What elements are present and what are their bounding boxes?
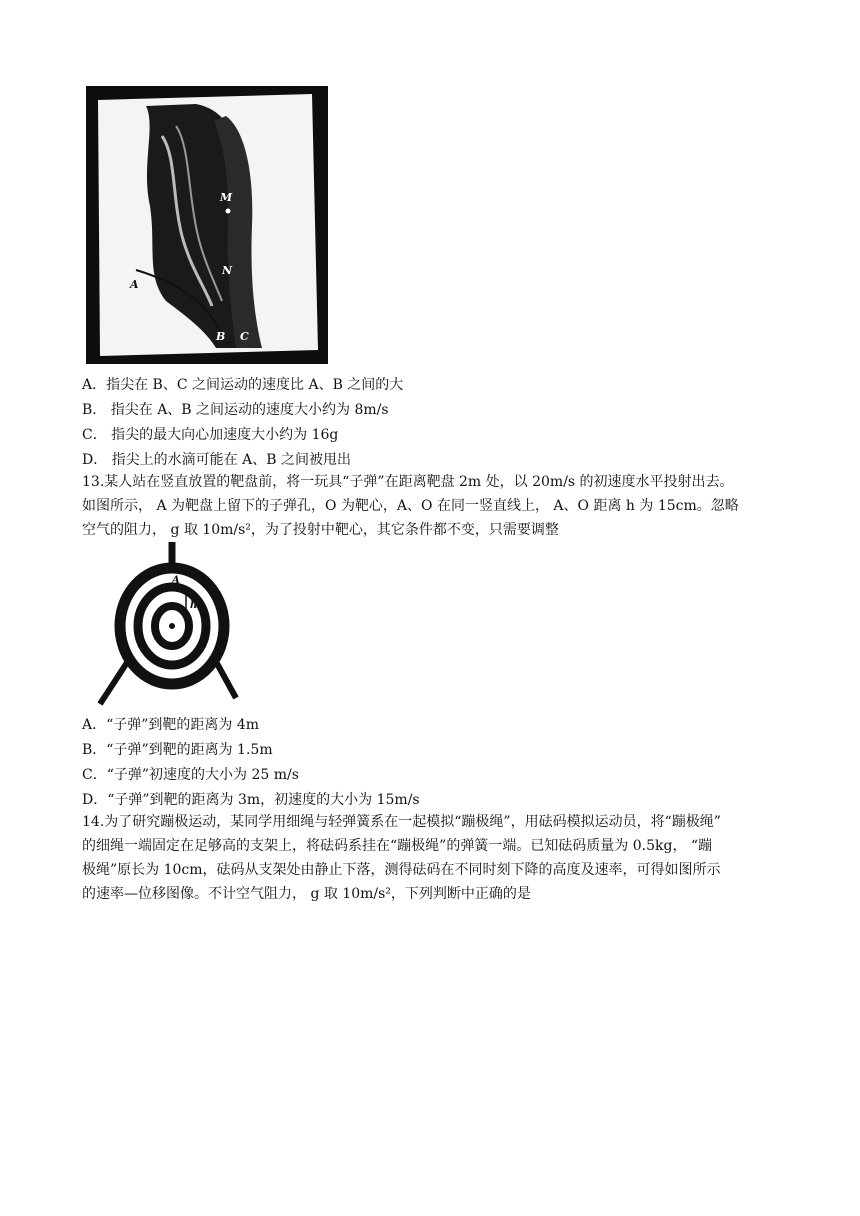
label-hole-a: A [172,575,180,586]
point-m-marker [226,209,231,214]
q13-option-a: A．“子弹”到靶的距离为 4m [82,717,260,733]
q13-option-b: B．“子弹”到靶的距离为 1.5m [82,742,273,758]
label-m: M [220,191,233,204]
q12-option-c: C． 指尖的最大向心加速度大小约为 16g [82,427,339,443]
target-board-figure [86,538,256,710]
q14-line: 极绳”原长为 10cm，砝码从支架处由静止下落，测得砝码在不同时刻下降的高度及速率，可得如图所示 [82,862,721,878]
swinging-hand-figure [86,86,328,364]
bullseye-marker [169,623,175,629]
q13-line: 如图所示， A 为靶盘上留下的子弹孔，O 为靶心，A、O 在同一竖直线上， A、O 距离 h 为 15cm。忽略 [82,498,739,514]
q14-line: 的细绳一端固定在足够高的支架上，将砝码系挂在“蹦极绳”的弹簧一端。已知砝码质量为 0.5kg， “蹦 [82,838,713,854]
q13-stem [82,470,782,542]
q12-option-d: D． 指尖上的水滴可能在 A、B 之间被甩出 [82,452,351,468]
label-h: h [190,600,198,611]
q12-option-b: B． 指尖在 A、B 之间运动的速度大小约为 8m/s [82,402,389,418]
q14-line: 的速率—位移图像。不计空气阻力， g 取 10m/s²，下列判断中正确的是 [82,886,531,902]
q13-line: 空气的阻力， g 取 10m/s²，为了投射中靶心，其它条件都不变，只需要调整 [82,522,559,538]
q14-stem [82,810,782,906]
q13-option-c: C．“子弹”初速度的大小为 25 m/s [82,767,299,783]
q14-line: 14.为了研究蹦极运动，某同学用细绳与轻弹簧系在一起模拟“蹦极绳”，用砝码模拟运动员，将“蹦极绳” [82,814,721,830]
label-b: B [216,330,226,343]
q13-option-d: D．“子弹”到靶的距离为 3m，初速度的大小为 15m/s [82,792,420,808]
label-a: A [130,278,139,291]
label-c: C [240,330,249,343]
q13-line: 13.某人站在竖直放置的靶盘前，将一玩具“子弹”在距离靶盘 2m 处，以 20m/s 的初速度水平投射出去。 [82,474,734,490]
q12-option-a: A．指尖在 B、C 之间运动的速度比 A、B 之间的大 [82,377,404,393]
label-n: N [222,264,233,277]
